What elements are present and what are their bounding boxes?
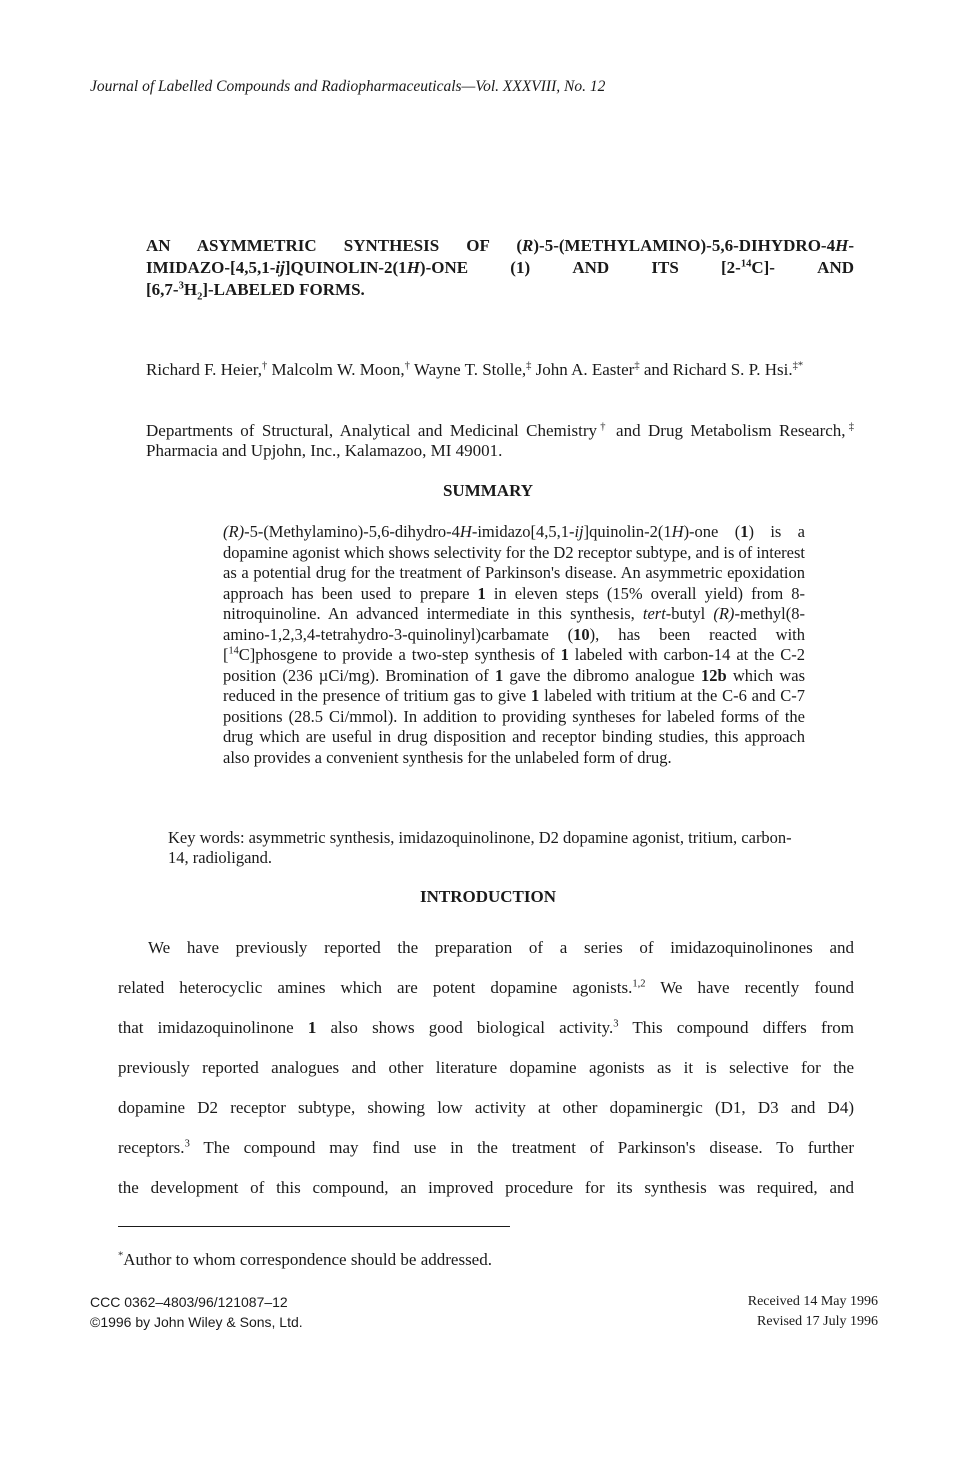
affiliation-text: Departments of Structural, Analytical and Medicinal Chemistry xyxy=(146,421,598,440)
introduction-heading: INTRODUCTION xyxy=(419,887,557,906)
affiliation-text: and Drug Metabolism Research, xyxy=(608,421,846,440)
copyright: ©1996 by John Wiley & Sons, Ltd. xyxy=(90,1314,303,1330)
author-name: Malcolm W. Moon, xyxy=(267,360,405,379)
title-line-2: IMIDAZO-[4,5,1-ij]QUINOLIN-2(1H)-ONE (1) AND ITS [2-$^{14}$C]- AND xyxy=(146,258,855,277)
received-date: Received 14 May 1996 xyxy=(747,1294,878,1309)
intro-line: that imidazoquinolinone 1 also shows good biological activity.$^3$ This compound differs from xyxy=(118,1018,855,1037)
intro-line: the development of this compound, an improved procedure for its synthesis was required, and xyxy=(118,1178,854,1197)
footnote-mark: * xyxy=(118,1250,124,1262)
affiliation-mark: † xyxy=(261,360,268,372)
affiliation-mark: † xyxy=(597,421,609,433)
intro-line: dopamine D2 receptor subtype, showing low activity at other dopaminergic (D1, D3 and D4) xyxy=(118,1098,854,1117)
author-name: Richard F. Heier, xyxy=(146,360,262,379)
affiliation-mark: ‡* xyxy=(792,360,804,372)
summary-paragraph: (R)-5-(Methylamino)-5,6-dihydro-4H-imidazo[4,5,1-ij]quinolin-2(1H)-one (1) is a dopamine agonist which shows selectivity for the D2 receptor subtype, and is of interest as a potential drug for the treatment of Parkinson's disease. An asymmetric epoxidation approach has been used to prepare 1 in eleven steps (15% overall yield) from 8-nitroquinoline. An advanced intermediate in this synthesis, tert-butyl (R)-methyl(8-amino-1,2,3,4-tetrahydro-3-quinolinyl)carbamate (10), has been reacted with [$^{14}$C]phosgene to provide a two-step synthesis of 1 labeled with carbon-14 at the C-2 position (236 µCi/mg). Bromination of 1 gave the dibromo analogue 12b which was reduced in the presence of tritium gas to give 1 labeled with tritium at the C-6 and C-7 positions (28.5 Ci/mmol). In addition to providing syntheses for labeled forms of the drug which are useful in drug disposition and receptor binding studies, this approach also provides a convenient synthesis for the unlabeled form of drug. xyxy=(223,522,806,767)
footnote-divider xyxy=(118,1226,510,1227)
summary-heading: SUMMARY xyxy=(442,481,534,500)
title-line-1: AN ASYMMETRIC SYNTHESIS OF (R)-5-(METHYLAMINO)-5,6-DIHYDRO-4H- xyxy=(146,236,854,255)
dates-block xyxy=(660,1292,878,1332)
ccc-code: CCC 0362–4803/96/121087–12 xyxy=(90,1294,288,1310)
intro-line: receptors.$^3$ The compound may find use in the treatment of Parkinson's disease. To further xyxy=(118,1138,854,1157)
author-name: Wayne T. Stolle, xyxy=(409,360,527,379)
affiliation xyxy=(146,421,854,461)
affiliation-mark: ‡ xyxy=(845,421,854,433)
title-line-3: $[6,7-^3H_2]$-LABELED FORMS. xyxy=(146,280,365,303)
citation-ref: 3 xyxy=(613,1018,619,1030)
revised-date: Revised 17 July 1996 xyxy=(757,1314,878,1329)
author-name: John A. Easter xyxy=(531,360,635,379)
intro-line: We have previously reported the preparation of a series of imidazoquinolinones and xyxy=(148,938,854,957)
keywords: Key words: asymmetric synthesis, imidazoquinolinone, D2 dopamine agonist, tritium, carbon-14, radioligand. xyxy=(168,828,792,867)
journal-header: Journal of Labelled Compounds and Radiopharmaceuticals—Vol. XXXVIII, No. 12 xyxy=(90,78,606,95)
affiliation-text: Pharmacia and Upjohn, Inc., Kalamazoo, MI 49001. xyxy=(146,441,503,460)
affiliation-mark: † xyxy=(404,360,410,372)
citation-ref: 3 xyxy=(184,1138,190,1150)
copyright-block xyxy=(90,1292,303,1332)
author-name: and Richard S. P. Hsi. xyxy=(639,360,793,379)
article-title xyxy=(146,235,854,308)
citation-ref: 1,2 xyxy=(632,978,646,990)
affiliation-mark: ‡ xyxy=(526,360,532,372)
footnote: *Author to whom correspondence should be addressed. xyxy=(118,1250,492,1269)
introduction-body xyxy=(118,928,854,1208)
intro-line: related heterocyclic amines which are potent dopamine agonists.$^{1,2}$ We have recently found xyxy=(118,978,854,997)
author-list xyxy=(146,360,854,380)
affiliation-mark: ‡ xyxy=(634,360,640,372)
intro-line: previously reported analogues and other literature dopamine agonists as it is selective for the xyxy=(118,1058,854,1077)
